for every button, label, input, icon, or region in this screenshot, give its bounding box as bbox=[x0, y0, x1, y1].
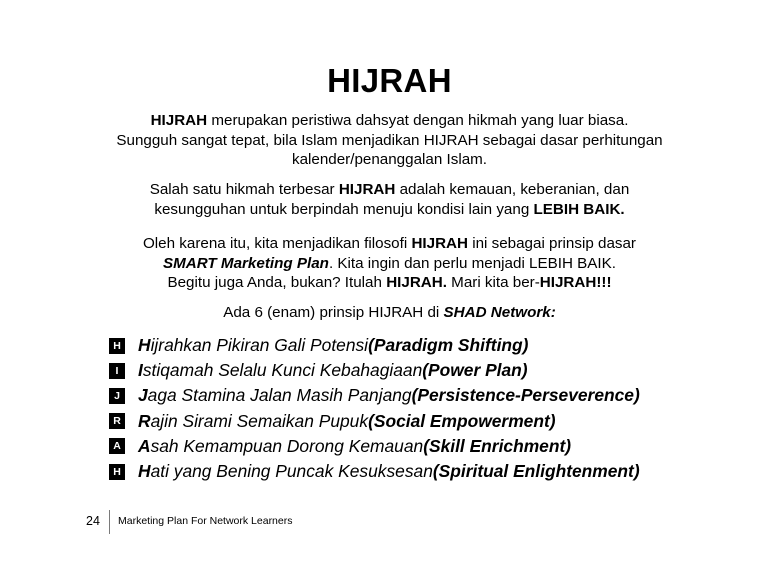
lebih-baik-emphasis: LEBIH BAIK. bbox=[533, 200, 625, 218]
letter-badge: J bbox=[109, 388, 125, 404]
principle-initial: H bbox=[138, 461, 151, 482]
principle-text: ajin Sirami Semaikan Pupuk bbox=[150, 410, 369, 431]
intro-line-2: Sungguh sangat tepat, bila Islam menjadikan HIJRAH sebagai dasar perhitungan bbox=[116, 131, 663, 149]
wisdom-paragraph bbox=[60, 180, 719, 219]
principle-english: (Paradigm Shifting) bbox=[368, 335, 529, 356]
intro-line-1: merupakan peristiwa dahsyat dengan hikmah yang luar biasa. bbox=[207, 112, 629, 129]
philosophy-line-1b: ini sebagai prinsip dasar bbox=[467, 235, 636, 252]
principle-initial: H bbox=[138, 335, 151, 356]
intro-line-3: kalender/penanggalan Islam. bbox=[291, 151, 488, 168]
list-item bbox=[109, 358, 640, 383]
principles-list bbox=[109, 333, 640, 484]
principle-text: aga Stamina Jalan Masih Panjang bbox=[147, 385, 412, 406]
footer-divider bbox=[109, 510, 110, 534]
principle-text: ati yang Bening Puncak Kesuksesan bbox=[150, 461, 433, 482]
letter-badge: A bbox=[109, 438, 125, 454]
wisdom-line-1a: Salah satu hikmah terbesar bbox=[149, 181, 339, 198]
hijrah-emphasis: HIJRAH bbox=[338, 181, 396, 198]
principle-text: sah Kemampuan Dorong Kemauan bbox=[150, 435, 424, 456]
philosophy-line-3b: Mari kita ber- bbox=[446, 274, 540, 291]
letter-badge: I bbox=[109, 363, 125, 379]
principle-initial: J bbox=[138, 385, 148, 406]
list-item bbox=[109, 409, 640, 434]
letter-badge: R bbox=[109, 413, 125, 429]
philosophy-line-2: . Kita ingin dan perlu menjadi LEBIH BAIK. bbox=[328, 254, 616, 272]
hijrah-emphasis: HIJRAH. bbox=[386, 274, 447, 291]
hijrah-emphasis: HIJRAH bbox=[411, 235, 468, 252]
principle-english: (Spiritual Enlightenment) bbox=[432, 461, 640, 482]
principle-initial: R bbox=[138, 410, 151, 431]
wisdom-line-1b: adalah kemauan, keberanian, dan bbox=[395, 181, 630, 198]
principle-initial: I bbox=[138, 360, 143, 381]
smart-marketing-plan-emphasis: SMART Marketing Plan bbox=[162, 254, 329, 272]
list-item bbox=[109, 459, 640, 484]
hijrah-exclaim-emphasis: HIJRAH!!! bbox=[539, 274, 612, 291]
principle-english: (Power Plan) bbox=[422, 360, 528, 381]
hijrah-emphasis: HIJRAH bbox=[150, 112, 208, 129]
list-item bbox=[109, 333, 640, 358]
letter-badge: H bbox=[109, 338, 125, 354]
philosophy-line-1a: Oleh karena itu, kita menjadikan filosofi bbox=[142, 235, 412, 252]
page-number: 24 bbox=[86, 514, 100, 528]
list-item bbox=[109, 434, 640, 459]
principles-intro bbox=[60, 303, 719, 323]
philosophy-line-3a: Begitu juga Anda, bukan? Itulah bbox=[167, 274, 387, 291]
footer-book-title: Marketing Plan For Network Learners bbox=[118, 515, 293, 527]
principles-intro-text: Ada 6 (enam) prinsip HIJRAH di bbox=[223, 304, 444, 321]
principle-initial: A bbox=[138, 435, 151, 456]
principle-english: (Social Empowerment) bbox=[368, 410, 556, 431]
principle-english: (Persistence-Perseverence) bbox=[411, 385, 640, 406]
letter-badge: H bbox=[109, 464, 125, 480]
shad-network-emphasis: SHAD Network: bbox=[443, 304, 556, 321]
principle-text: ijrahkan Pikiran Gali Potensi bbox=[150, 335, 369, 356]
list-item bbox=[109, 383, 640, 408]
philosophy-paragraph bbox=[60, 234, 719, 293]
intro-paragraph bbox=[60, 111, 719, 170]
principle-text: stiqamah Selalu Kunci Kebahagiaan bbox=[142, 360, 423, 381]
page-title: HIJRAH bbox=[327, 62, 452, 99]
principle-english: (Skill Enrichment) bbox=[423, 435, 572, 456]
wisdom-line-2: kesungguhan untuk berpindah menuju kondisi lain yang bbox=[154, 200, 534, 218]
